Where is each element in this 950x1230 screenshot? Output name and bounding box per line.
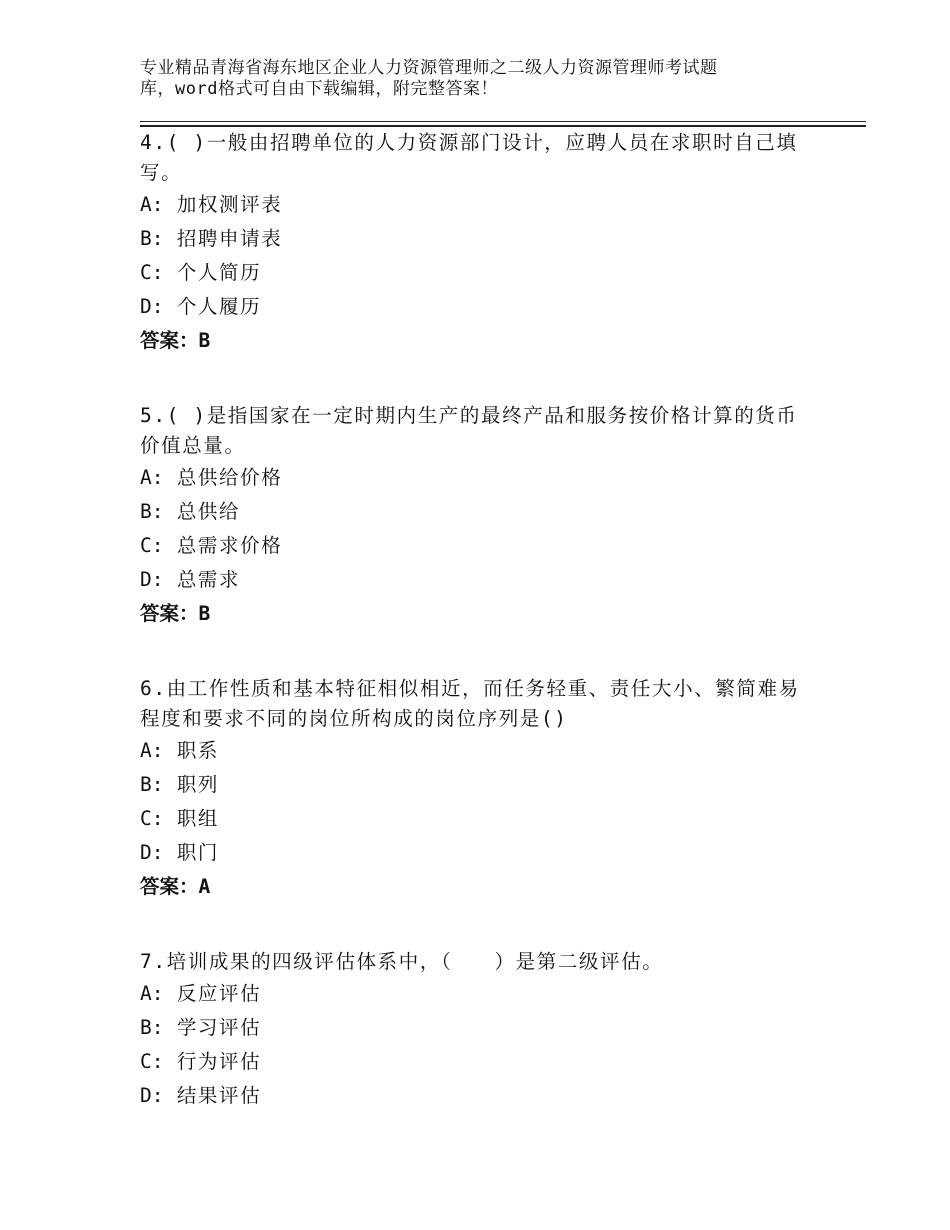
answer-label: 答案：B [140, 329, 211, 352]
document-header [140, 58, 780, 100]
option-b: B: 招聘申请表 [140, 227, 283, 250]
option-d: D: 总需求 [140, 568, 241, 591]
answer-label: 答案：A [140, 875, 211, 898]
question-stem: 5.( )是指国家在一定时期内生产的最终产品和服务按价格计算的货币价值总量。 [140, 404, 798, 457]
question-6 [140, 674, 812, 904]
option-d: D: 职门 [140, 841, 220, 864]
option-b: B: 职列 [140, 773, 220, 796]
option-b: B: 总供给 [140, 500, 241, 523]
option-c: C: 个人简历 [140, 261, 262, 284]
option-a: A: 加权测评表 [140, 193, 283, 216]
question-4 [140, 128, 812, 358]
option-c: C: 职组 [140, 807, 220, 830]
option-c: C: 总需求价格 [140, 534, 283, 557]
question-stem: 4.( )一般由招聘单位的人力资源部门设计，应聘人员在求职时自己填写。 [140, 131, 798, 184]
header-line-1: 专业精品青海省海东地区企业人力资源管理师之二级人力资源管理师考试题 [140, 58, 718, 78]
option-a: A: 反应评估 [140, 982, 262, 1005]
option-a: A: 职系 [140, 739, 220, 762]
question-7 [140, 947, 812, 1113]
question-stem: 7.培训成果的四级评估体系中，（ ）是第二级评估。 [140, 950, 664, 973]
header-rule-thick [140, 125, 866, 127]
option-a: A: 总供给价格 [140, 466, 283, 489]
option-d: D: 个人履历 [140, 295, 262, 318]
option-c: C: 行为评估 [140, 1050, 262, 1073]
header-rule-thin [140, 121, 866, 122]
option-d: D: 结果评估 [140, 1084, 262, 1107]
header-line-2: 库，word格式可自由下载编辑，附完整答案！ [140, 79, 498, 99]
option-b: B: 学习评估 [140, 1016, 262, 1039]
question-stem: 6.由工作性质和基本特征相似相近，而任务轻重、责任大小、繁简难易程度和要求不同的岗位所构成的岗位序列是() [140, 677, 800, 730]
answer-label: 答案：B [140, 602, 211, 625]
question-5 [140, 401, 812, 631]
